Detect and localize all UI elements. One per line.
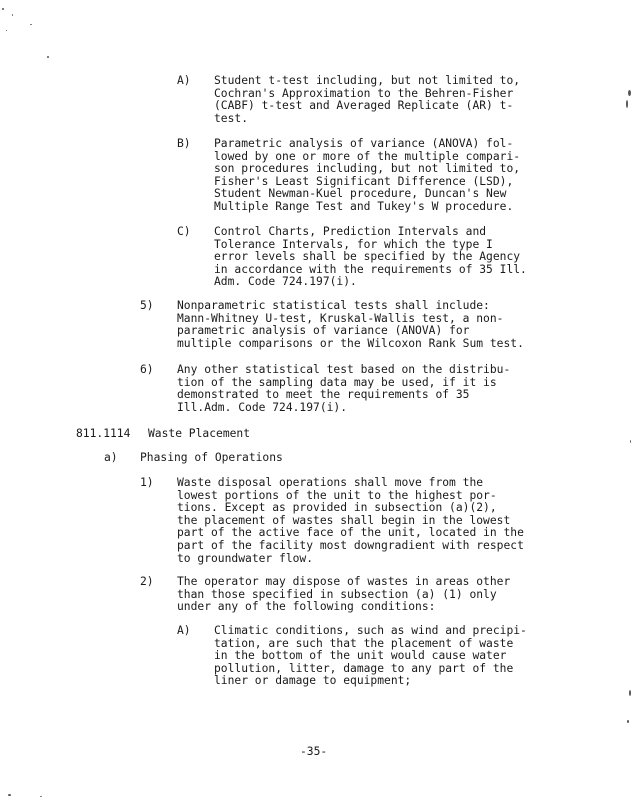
item-label-2: 2) [140,575,154,588]
item-label-6: 6) [140,363,154,376]
item-label-5: 5) [140,299,154,312]
section-title: Waste Placement [148,427,251,440]
page-number: -35- [300,745,328,758]
item-text-2: The operator may dispose of wastes in areas other than those specified in subsection (a) (1) only under any of the following conditions: [177,575,511,614]
item-text-5: Nonparametric statistical tests shall include: Mann-Whitney U-test, Kruskal-Wallis test, a non- parametric analysis of variance (ANOVA) for multiple comparisons or the Wilcoxon Rank Sum test. [177,299,524,350]
item-text-6: Any other statistical test based on the distribu- tion of the sampling data may be used, if it is demonstrated to meet the requirements of 35 Ill.Adm. Code 724.197(i). [177,363,511,414]
item-text-c: Control Charts, Prediction Intervals and Tolerance Intervals, for which the type I error levels shall be specified by the Agency in accordance with the requirements of 35 Ill. Adm. Code 724.197(i). [214,225,527,289]
item-text-a2: Climatic conditions, such as wind and precipi- tation, are such that the placement of waste in the bottom of the unit would cause water pollution, litter, damage to any part of the liner or damage to equipment; [214,624,527,688]
item-label-a: A) [177,74,191,87]
subsection-label: a) [104,451,118,464]
subsection-title: Phasing of Operations [140,451,283,464]
item-text-1: Waste disposal operations shall move from the lowest portions of the unit to the highest por- tions. Except as provided in subsection (a)(2), the placement of wastes shall begin in the lowest part of the active face of the unit, located in the part of the facility most downgradient with respect to groundwater flow. [177,476,524,565]
item-label-1: 1) [140,476,154,489]
item-label-c: C) [177,225,191,238]
item-label-a2: A) [177,624,191,637]
item-text-a: Student t-test including, but not limited to, Cochran's Approximation to the Behren-Fisher (CABF) t-test and Averaged Replicate (AR) t- test. [214,74,521,125]
section-number: 811.1114 [76,427,131,440]
item-text-b: Parametric analysis of variance (ANOVA) fol- lowed by one or more of the multiple compari- son procedures including, but not limited to, Fisher's Least Significant Difference (LSD), Student Newman-Kuel procedure, Duncan's New Multiple Range Test and Tukey's W procedure. [214,137,521,213]
item-label-b: B) [177,137,191,150]
